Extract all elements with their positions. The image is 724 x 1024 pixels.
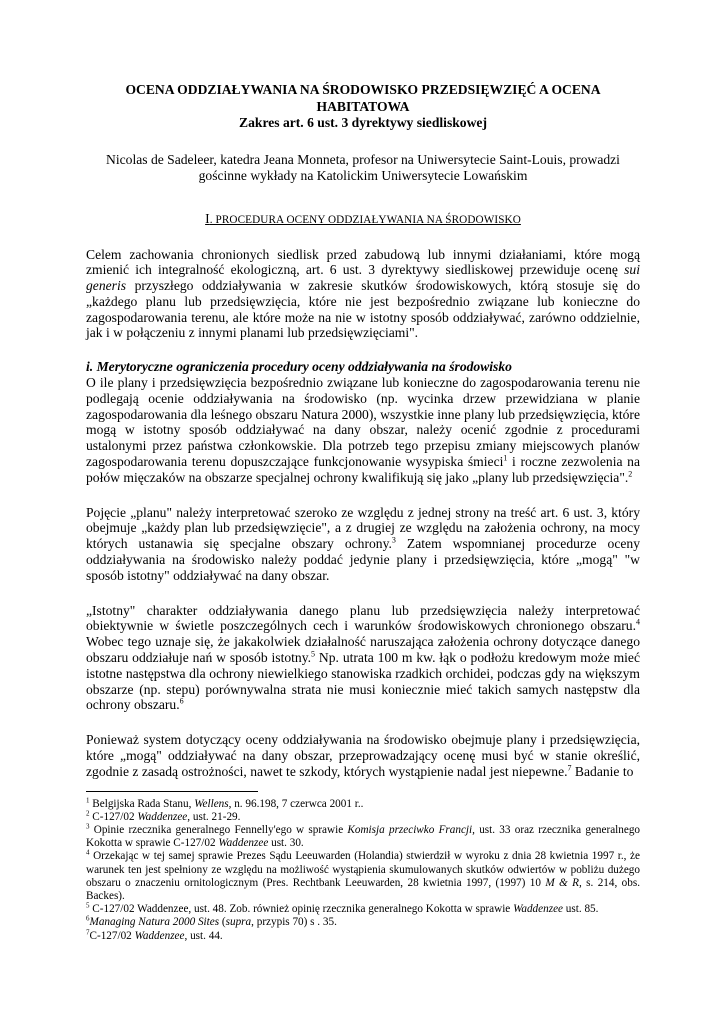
paragraph-1-text-b: przyszłego oddziaływania w zakresie skutków środowiskowych, którą stosuje się do „każdego planu lub przedsięwzięcia, które nie jest bezpośrednio związane lub konieczne do zagospodarowania terenu, ale które może na nie w istotny sposób oddziaływać, zarówno oddzielnie, jak i w połączeniu z innymi planami lub przedsięwzięciami". xyxy=(86,278,640,341)
paragraph-3-text-b: Zatem wspomnianej procedurze oceny oddziaływania na środowisko należy poddać jedynie plany i przedsięwzięcia, które „mogą" "w sposób istotny" oddziaływać na dany obszar. xyxy=(86,536,640,583)
footnote-2-number: 2 xyxy=(86,809,90,818)
footnote-5-italic: Waddenzee xyxy=(513,903,563,916)
footnote-3-number: 3 xyxy=(86,822,90,831)
paragraph-3 xyxy=(86,505,640,584)
footnote-1 xyxy=(86,795,640,811)
author-line xyxy=(86,152,640,185)
footnote-7-italic: Waddenzee xyxy=(134,929,185,942)
footnote-6-text-a: ( xyxy=(219,916,226,929)
footnote-ref-1[interactable]: 1 xyxy=(503,453,508,463)
paragraph-5 xyxy=(86,732,640,779)
footnote-4-text-b: s. 214, obs. Backes). xyxy=(86,876,640,903)
document-title xyxy=(86,82,640,132)
footnote-4-text-a: Orzekając w tej samej sprawie Prezes Sądu Leeuwarden (Holandia) stwierdził w wyroku z dnia 28 kwietnia 1997 r., że warunek ten jest spełniony ze względu na możliwość wystąpienia skumulowanych skutków odwiertów w pobliżu dużego obszaru o znaczeniu ornitologicznym (Pres. Rechtbank Leeuwarden, 28 kwietnia 1997, (1997) 10 xyxy=(86,850,640,889)
footnote-1-number: 1 xyxy=(86,795,90,804)
author-line-1: Nicolas de Sadeleer, katedra Jeana Monneta, profesor na Uniwersytecie Saint-Louis, prowadzi xyxy=(106,151,620,167)
paragraph-4-text-b: Wobec tego uznaje się, że jakakolwiek działalność naruszająca założenia ochrony dotyczące danego obszaru oddziałuje nań w sposób istotny. xyxy=(86,634,640,666)
footnote-ref-4[interactable]: 4 xyxy=(636,617,640,627)
footnote-7 xyxy=(86,927,640,943)
footnote-ref-2[interactable]: 2 xyxy=(628,469,633,479)
footnote-3-text-b: ust. 33 oraz rzecznika generalnego Kokotta w sprawie C-127/02 xyxy=(86,824,641,850)
footnote-4 xyxy=(86,850,640,903)
footnote-6-number: 6 xyxy=(86,914,90,923)
footnote-2 xyxy=(86,811,640,824)
paragraph-1-text-a: Celem zachowania chronionych siedlisk przed zabudową lub innymi działaniami, które mogą zmienić ich integralność ekologiczną, art. 6 ust. 3 dyrektywy siedliskowej przewiduje ocenę xyxy=(86,246,640,278)
footnote-7-text-a: C-127/02 xyxy=(89,929,135,942)
footnote-6-italic-1: Managing Natura 2000 Sites xyxy=(89,916,220,929)
paragraph-4-text-c: Np. utrata 100 m kw. łąk o podłożu kredowym może mieć istotne następstwa dla ochrony niewielkiego stanowiska rzadkich orchidei, podczas gdy na większym obszarze (np. stepu) porównywalna strata nie musi koniecznie mieć takich samych następstw dla ochrony obszaru. xyxy=(86,650,640,713)
footnote-2-text-a: C-127/02 xyxy=(89,810,138,823)
footnote-ref-7[interactable]: 7 xyxy=(567,763,572,773)
footnotes xyxy=(86,795,641,943)
subsection-heading: i. Merytoryczne ograniczenia procedury oceny oddziaływania na środowisko xyxy=(86,359,512,375)
footnote-7-number: 7 xyxy=(86,927,90,936)
title-line-2: HABITATOWA xyxy=(316,98,410,114)
footnote-3 xyxy=(86,824,640,850)
paragraph-4-text-a: „Istotny" charakter oddziaływania danego planu lub przedsięwzięcia należy interpretować obiektywnie w świetle poszczególnych cech i warunków środowiskowych chronionego obszaru. xyxy=(86,602,640,634)
footnote-1-text-b: , n. 96.198, 7 czerwca 2001 r.. xyxy=(228,797,364,810)
paragraph-2 xyxy=(86,375,640,486)
paragraph-5-text-b: Badanie to xyxy=(571,763,634,779)
footnote-6-italic-2: supra xyxy=(225,916,252,929)
section-heading xyxy=(86,211,640,228)
footnote-3-italic-2: Waddenzee xyxy=(218,837,269,850)
paragraph-3-text-a: Pojęcie „planu" należy interpretować szeroko ze względu z jednej strony na treść art. 6 ust. 3, który obejmuje „każdy plan lub przedsięwzięcie", a z drugiej ze względu na założenia ochrony, na mocy których ustanawia się specjalne obszary ochrony. xyxy=(86,504,640,552)
footnote-3-text-c: ust. 30. xyxy=(268,837,304,850)
paragraph-5-text-a: Ponieważ system dotyczący oceny oddziaływania na środowisko obejmuje plany i przedsięwzięcia, które „mogą" oddziaływać na dany obszar, przeprowadzający ocenę musi być w stanie określić, zgodnie z zasadą ostrożności, nawet te szkody, których wystąpienie nadal jest niepewne. xyxy=(86,732,640,779)
footnote-1-text-a: Belgijska Rada Stanu, xyxy=(89,797,195,810)
footnote-1-italic: Wellens xyxy=(194,797,229,810)
paragraph-1-italic: sui generis xyxy=(86,262,640,294)
footnote-ref-6[interactable]: 6 xyxy=(179,696,184,706)
footnote-3-text-a: Opinie rzecznika generalnego Fennelly'ego w sprawie xyxy=(89,824,348,837)
footnote-4-number: 4 xyxy=(86,848,90,857)
footnote-7-text-b: , ust. 44. xyxy=(184,929,223,942)
footnote-separator xyxy=(86,791,258,792)
paragraph-4 xyxy=(86,603,640,714)
paragraph-2-text-b: i roczne zezwolenia na połów mięczaków na obszarze specjalnej ochrony kwalifikują się jako „plany lub przedsięwzięcia". xyxy=(86,454,641,485)
footnote-5-number: 5 xyxy=(86,901,90,910)
document-page xyxy=(86,82,640,943)
footnote-6-text-b: , przypis 70) s . 35. xyxy=(251,916,337,929)
footnote-ref-3[interactable]: 3 xyxy=(391,535,396,545)
footnote-3-italic-1: Komisja przeciwko Francji, xyxy=(347,824,475,837)
footnote-5-text-b: ust. 85. xyxy=(563,903,599,916)
subtitle: Zakres art. 6 ust. 3 dyrektywy siedliskowej xyxy=(239,115,487,130)
footnote-6 xyxy=(86,916,640,929)
section-heading-text: . PROCEDURA OCENY ODDZIAŁYWANIA NA ŚRODOWISKO xyxy=(209,213,521,226)
footnote-2-text-b: , ust. 21-29. xyxy=(187,810,241,823)
author-line-2: gościnne wykłady na Katolickim Uniwersytecie Lowańskim xyxy=(198,168,528,183)
footnote-5 xyxy=(86,903,640,916)
title-line-1: OCENA ODDZIAŁYWANIA NA ŚRODOWISKO PRZEDSIĘWZIĘĆ A OCENA xyxy=(125,82,601,97)
footnote-5-text-a: C-127/02 Waddenzee, ust. 48. Zob. również opinię rzecznika generalnego Kokotta w sprawie xyxy=(89,903,514,916)
footnote-2-italic: Waddenzee xyxy=(137,810,188,823)
section-heading-numeral: I xyxy=(205,210,210,226)
paragraph-1 xyxy=(86,247,640,342)
footnote-4-italic: M & R, xyxy=(545,876,582,889)
footnote-ref-5[interactable]: 5 xyxy=(311,649,316,659)
paragraph-2-text-a: O ile plany i przedsięwzięcia bezpośrednio związane lub konieczne do zagospodarowania terenu nie podlegają ocenie oddziaływania na środowisko (np. wycinka drzew przewidziana w planie zagospodarowania dla leśnego obszaru Natura 2000), wszystkie inne plany lub przedsięwzięcia, które mogą w istotny sposób oddziaływać na dany obszar, należy ocenić zgodnie z procedurami ustalonymi przez państwa członkowskie. Dla potrzeb tego przepisu zmiany miejscowych planów zagospodarowania terenu dopuszczające funkcjonowanie wysypiska śmieci xyxy=(86,375,640,470)
